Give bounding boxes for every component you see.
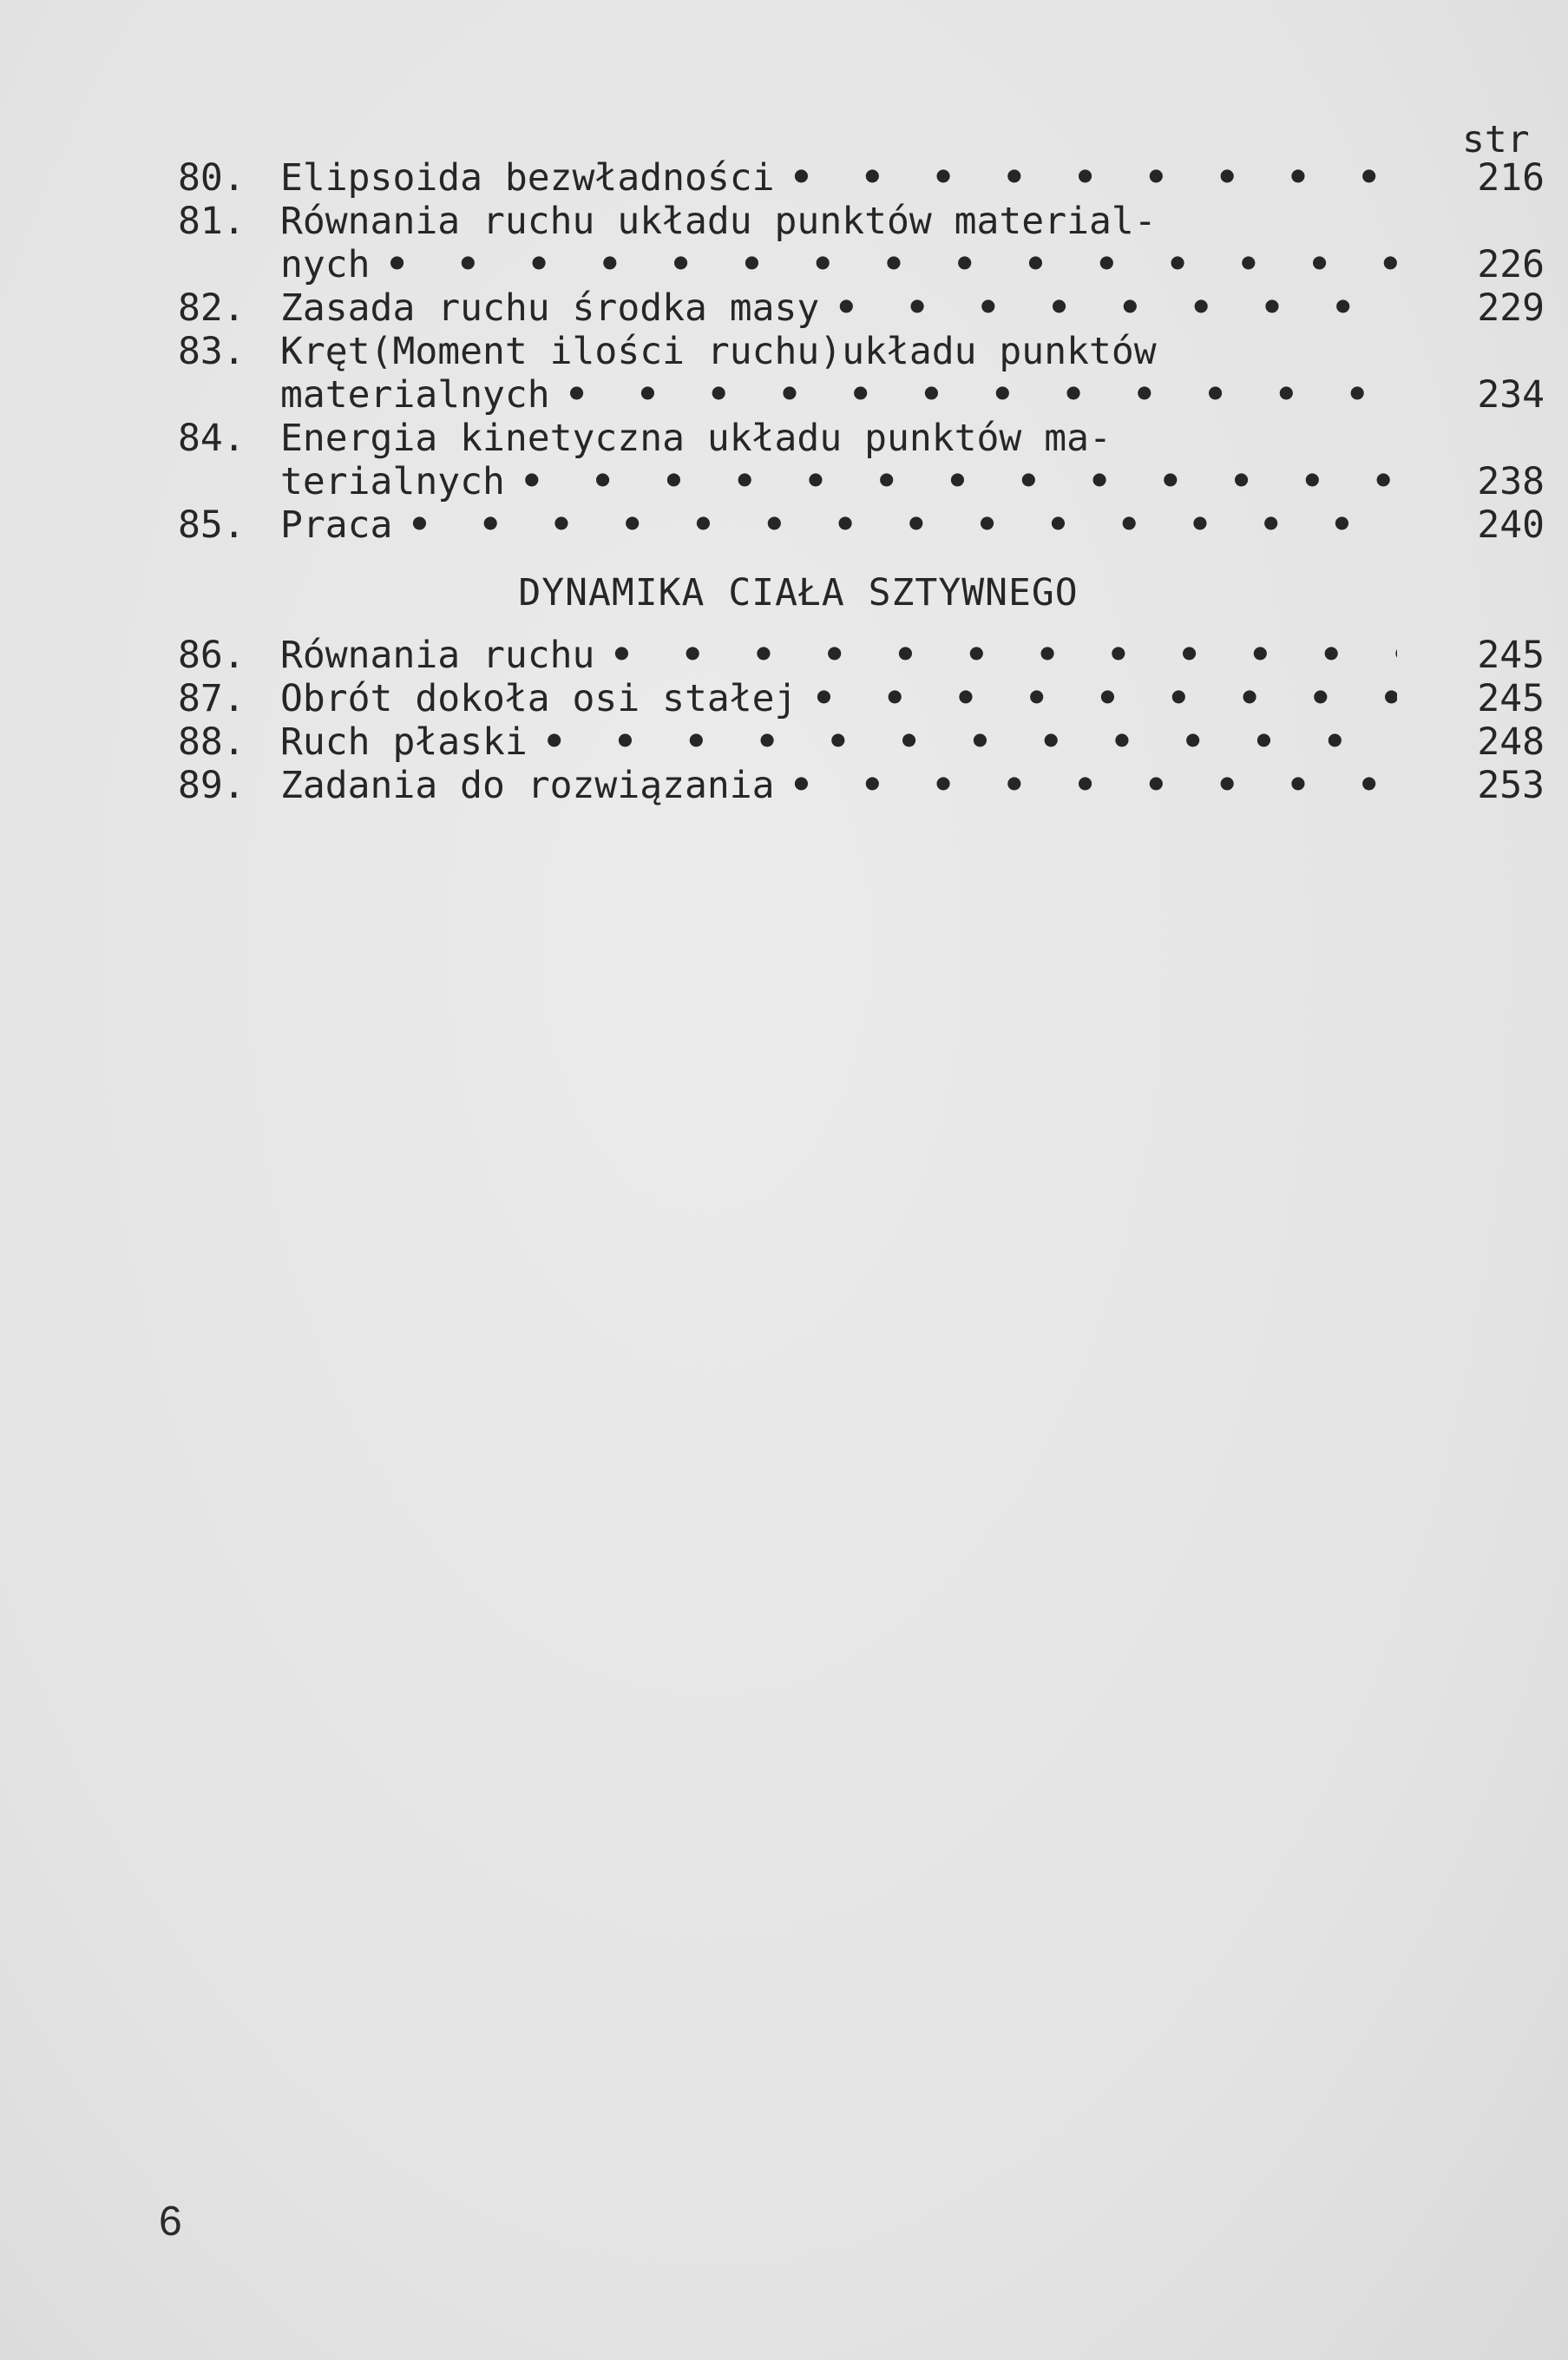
- dot-leader: [521, 460, 1397, 503]
- entry-title: Energia kinetyczna układu punktów ma-: [280, 417, 1112, 460]
- entry-title: Zadania do rozwiązania: [280, 764, 775, 807]
- dot-leader: [791, 764, 1397, 807]
- entry-title: Zasada ruchu środka masy: [280, 286, 820, 330]
- entry-page: 234: [1477, 373, 1545, 417]
- toc-entry-85: [178, 503, 1545, 547]
- entry-title-continuation: terialnych: [280, 460, 505, 503]
- toc-entry-86: [178, 634, 1545, 677]
- entry-title: Obrót dokoła osi stałej: [280, 677, 797, 720]
- entry-number: 89.: [178, 764, 246, 807]
- toc-entry-84: [178, 417, 1545, 503]
- toc-entry-83: [178, 330, 1545, 417]
- toc-entry-81: [178, 200, 1545, 286]
- entry-page: 229: [1477, 286, 1545, 330]
- dot-leader: [791, 156, 1397, 200]
- entry-title: Elipsoida bezwładności: [280, 156, 775, 200]
- entry-number: 87.: [178, 677, 246, 720]
- toc-entry-82: [178, 286, 1545, 330]
- entry-number: 81.: [178, 200, 246, 243]
- entry-number: 88.: [178, 720, 246, 764]
- dot-leader: [408, 503, 1397, 547]
- entry-page: 226: [1477, 243, 1545, 286]
- entry-number: 86.: [178, 634, 246, 677]
- entry-page: 216: [1477, 156, 1545, 200]
- table-of-contents: [178, 156, 1545, 807]
- entry-page: 253: [1477, 764, 1545, 807]
- entry-title: Równania ruchu układu punktów material-: [280, 200, 1157, 243]
- entry-page: 240: [1477, 503, 1545, 547]
- toc-entry-80: [178, 156, 1545, 200]
- entry-page: 238: [1477, 460, 1545, 503]
- dot-leader: [835, 286, 1397, 330]
- toc-entry-87: [178, 677, 1545, 720]
- entry-title-continuation: materialnych: [280, 373, 550, 417]
- entry-number: 85.: [178, 503, 246, 547]
- page-number: 6: [159, 2199, 182, 2245]
- toc-entry-88: [178, 720, 1545, 764]
- dot-leader: [610, 634, 1397, 677]
- entry-number: 84.: [178, 417, 246, 460]
- dot-leader: [386, 243, 1397, 286]
- toc-entry-89: [178, 764, 1545, 807]
- page-column-label: str: [1462, 118, 1530, 161]
- entry-number: 80.: [178, 156, 246, 200]
- entry-page: 245: [1477, 677, 1545, 720]
- entry-title-continuation: nych: [280, 243, 371, 286]
- entry-title: Równania ruchu: [280, 634, 595, 677]
- section-heading: DYNAMIKA CIAŁA SZTYWNEGO: [518, 571, 1079, 615]
- entry-page: 248: [1477, 720, 1545, 764]
- dot-leader: [812, 677, 1397, 720]
- entry-number: 82.: [178, 286, 246, 330]
- entry-title: Praca: [280, 503, 393, 547]
- dot-leader: [543, 720, 1397, 764]
- entry-page: 245: [1477, 634, 1545, 677]
- entry-number: 83.: [178, 330, 246, 373]
- entry-title: Ruch płaski: [280, 720, 528, 764]
- entry-title: Kręt(Moment ilości ruchu)układu punktów: [280, 330, 1157, 373]
- dot-leader: [566, 373, 1397, 417]
